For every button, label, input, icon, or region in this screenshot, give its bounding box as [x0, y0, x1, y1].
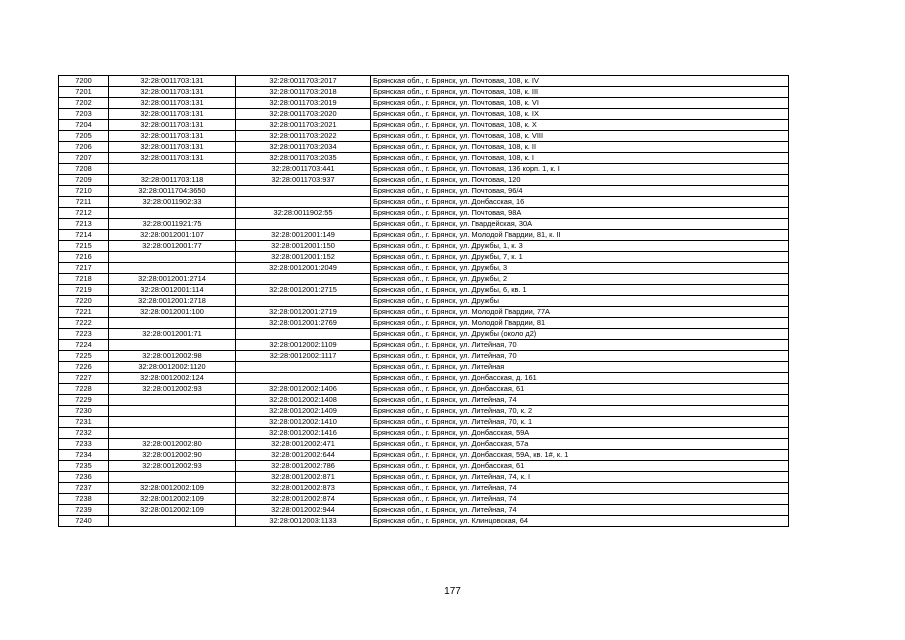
cadastral-parcel-cell: 32:28:0011703:131: [109, 109, 236, 120]
table-row: [59, 109, 789, 120]
table-row: [59, 318, 789, 329]
cadastral-object-cell: 32:28:0012001:152: [236, 252, 371, 263]
cadastral-object-cell: 32:28:0012001:2719: [236, 307, 371, 318]
address-cell: Брянская обл., г. Брянск, ул. Дружбы, 6, кв. 1: [371, 285, 789, 296]
table-row: [59, 219, 789, 230]
row-number-cell: 7213: [59, 219, 109, 230]
cadastral-object-cell: 32:28:0012001:2769: [236, 318, 371, 329]
address-cell: Брянская обл., г. Брянск, ул. Молодой Гвардии, 81, к. II: [371, 230, 789, 241]
cadastral-parcel-cell: 32:28:0012001:107: [109, 230, 236, 241]
address-cell: Брянская обл., г. Брянск, ул. Литейная, 70: [371, 340, 789, 351]
table-row: [59, 329, 789, 340]
cadastral-object-cell: 32:28:0012002:873: [236, 483, 371, 494]
address-cell: Брянская обл., г. Брянск, ул. Донбасская, 16: [371, 197, 789, 208]
cadastral-parcel-cell: [109, 417, 236, 428]
address-cell: Брянская обл., г. Брянск, ул. Молодой Гвардии, 77А: [371, 307, 789, 318]
row-number-cell: 7209: [59, 175, 109, 186]
row-number-cell: 7206: [59, 142, 109, 153]
table-row: [59, 120, 789, 131]
row-number-cell: 7221: [59, 307, 109, 318]
address-cell: Брянская обл., г. Брянск, ул. Литейная, 74: [371, 483, 789, 494]
cadastral-object-cell: 32:28:0012002:644: [236, 450, 371, 461]
row-number-cell: 7237: [59, 483, 109, 494]
cadastral-object-cell: [236, 186, 371, 197]
cadastral-object-cell: [236, 274, 371, 285]
address-cell: Брянская обл., г. Брянск, ул. Литейная, 74: [371, 494, 789, 505]
registry-table: [58, 75, 789, 527]
address-cell: Брянская обл., г. Брянск, ул. Почтовая, 108, к. VIII: [371, 131, 789, 142]
cadastral-parcel-cell: [109, 406, 236, 417]
address-cell: Брянская обл., г. Брянск, ул. Литейная: [371, 362, 789, 373]
cadastral-parcel-cell: 32:28:0012002:124: [109, 373, 236, 384]
cadastral-parcel-cell: 32:28:0011704:3650: [109, 186, 236, 197]
address-cell: Брянская обл., г. Брянск, ул. Почтовая, 108, к. IX: [371, 109, 789, 120]
cadastral-object-cell: 32:28:0011703:441: [236, 164, 371, 175]
table-row: [59, 241, 789, 252]
address-cell: Брянская обл., г. Брянск, ул. Донбасская, д. 161: [371, 373, 789, 384]
table-row: [59, 296, 789, 307]
cadastral-parcel-cell: 32:28:0012002:90: [109, 450, 236, 461]
address-cell: Брянская обл., г. Брянск, ул. Дружбы, 1, к. 3: [371, 241, 789, 252]
table-row: [59, 340, 789, 351]
table-row: [59, 164, 789, 175]
table-row: [59, 417, 789, 428]
cadastral-parcel-cell: [109, 252, 236, 263]
row-number-cell: 7203: [59, 109, 109, 120]
cadastral-parcel-cell: [109, 164, 236, 175]
table-row: [59, 197, 789, 208]
cadastral-parcel-cell: [109, 428, 236, 439]
row-number-cell: 7223: [59, 329, 109, 340]
cadastral-parcel-cell: 32:28:0012002:109: [109, 505, 236, 516]
cadastral-object-cell: 32:28:0011703:2019: [236, 98, 371, 109]
row-number-cell: 7226: [59, 362, 109, 373]
row-number-cell: 7217: [59, 263, 109, 274]
cadastral-object-cell: 32:28:0011703:2017: [236, 76, 371, 87]
cadastral-parcel-cell: 32:28:0012002:109: [109, 483, 236, 494]
cadastral-object-cell: 32:28:0012002:471: [236, 439, 371, 450]
address-cell: Брянская обл., г. Брянск, ул. Почтовая, 108, к. II: [371, 142, 789, 153]
address-cell: Брянская обл., г. Брянск, ул. Литейная, 70: [371, 351, 789, 362]
address-cell: Брянская обл., г. Брянск, ул. Дружбы, 7, к. 1: [371, 252, 789, 263]
row-number-cell: 7212: [59, 208, 109, 219]
table-row: [59, 153, 789, 164]
table-row: [59, 175, 789, 186]
cadastral-parcel-cell: [109, 263, 236, 274]
address-cell: Брянская обл., г. Брянск, ул. Дружбы: [371, 296, 789, 307]
row-number-cell: 7208: [59, 164, 109, 175]
address-cell: Брянская обл., г. Брянск, ул. Гвардейская, 30А: [371, 219, 789, 230]
table-row: [59, 483, 789, 494]
row-number-cell: 7200: [59, 76, 109, 87]
cadastral-parcel-cell: 32:28:0011703:131: [109, 76, 236, 87]
row-number-cell: 7205: [59, 131, 109, 142]
table-row: [59, 351, 789, 362]
cadastral-parcel-cell: 32:28:0012002:109: [109, 494, 236, 505]
cadastral-parcel-cell: 32:28:0012002:93: [109, 461, 236, 472]
table-row: [59, 87, 789, 98]
cadastral-object-cell: 32:28:0012002:1117: [236, 351, 371, 362]
cadastral-parcel-cell: 32:28:0011703:131: [109, 131, 236, 142]
cadastral-parcel-cell: 32:28:0012002:1120: [109, 362, 236, 373]
address-cell: Брянская обл., г. Брянск, ул. Клинцовская, 64: [371, 516, 789, 527]
table-row: [59, 461, 789, 472]
row-number-cell: 7219: [59, 285, 109, 296]
address-cell: Брянская обл., г. Брянск, ул. Почтовая, 108, к. VI: [371, 98, 789, 109]
cadastral-object-cell: 32:28:0012002:1406: [236, 384, 371, 395]
cadastral-parcel-cell: [109, 472, 236, 483]
row-number-cell: 7211: [59, 197, 109, 208]
table-row: [59, 494, 789, 505]
table-row: [59, 186, 789, 197]
address-cell: Брянская обл., г. Брянск, ул. Почтовая, 108, к. X: [371, 120, 789, 131]
cadastral-object-cell: [236, 373, 371, 384]
address-cell: Брянская обл., г. Брянск, ул. Дружбы, 2: [371, 274, 789, 285]
row-number-cell: 7224: [59, 340, 109, 351]
row-number-cell: 7229: [59, 395, 109, 406]
table-row: [59, 208, 789, 219]
table-row: [59, 230, 789, 241]
table-row: [59, 439, 789, 450]
cadastral-parcel-cell: [109, 516, 236, 527]
cadastral-object-cell: 32:28:0012002:1416: [236, 428, 371, 439]
cadastral-object-cell: 32:28:0012002:944: [236, 505, 371, 516]
address-cell: Брянская обл., г. Брянск, ул. Донбасская, 57а: [371, 439, 789, 450]
cadastral-parcel-cell: 32:28:0012002:80: [109, 439, 236, 450]
cadastral-object-cell: 32:28:0012002:874: [236, 494, 371, 505]
cadastral-parcel-cell: 32:28:0012001:71: [109, 329, 236, 340]
row-number-cell: 7238: [59, 494, 109, 505]
cadastral-parcel-cell: 32:28:0011921:75: [109, 219, 236, 230]
table-row: [59, 406, 789, 417]
row-number-cell: 7232: [59, 428, 109, 439]
address-cell: Брянская обл., г. Брянск, ул. Литейная, 74: [371, 395, 789, 406]
table-row: [59, 505, 789, 516]
address-cell: Брянская обл., г. Брянск, ул. Почтовая, 96/4: [371, 186, 789, 197]
address-cell: Брянская обл., г. Брянск, ул. Литейная, 70, к. 2: [371, 406, 789, 417]
address-cell: Брянская обл., г. Брянск, ул. Почтовая, 108, к. III: [371, 87, 789, 98]
table-row: [59, 362, 789, 373]
table-row: [59, 98, 789, 109]
cadastral-parcel-cell: [109, 395, 236, 406]
cadastral-parcel-cell: 32:28:0011703:131: [109, 120, 236, 131]
address-cell: Брянская обл., г. Брянск, ул. Дружбы, 3: [371, 263, 789, 274]
cadastral-parcel-cell: 32:28:0012002:98: [109, 351, 236, 362]
table-row: [59, 263, 789, 274]
cadastral-object-cell: 32:28:0011703:2020: [236, 109, 371, 120]
row-number-cell: 7233: [59, 439, 109, 450]
cadastral-object-cell: 32:28:0012002:1409: [236, 406, 371, 417]
row-number-cell: 7235: [59, 461, 109, 472]
cadastral-parcel-cell: [109, 318, 236, 329]
cadastral-parcel-cell: 32:28:0011703:131: [109, 153, 236, 164]
cadastral-parcel-cell: [109, 340, 236, 351]
row-number-cell: 7227: [59, 373, 109, 384]
cadastral-object-cell: [236, 362, 371, 373]
address-cell: Брянская обл., г. Брянск, ул. Молодой Гвардии, 81: [371, 318, 789, 329]
row-number-cell: 7240: [59, 516, 109, 527]
address-cell: Брянская обл., г. Брянск, ул. Донбасская, 59А, кв. 1#, к. 1: [371, 450, 789, 461]
cadastral-object-cell: 32:28:0011902:55: [236, 208, 371, 219]
cadastral-object-cell: 32:28:0011703:2034: [236, 142, 371, 153]
page-number: 177: [444, 586, 461, 597]
cadastral-object-cell: 32:28:0012001:2049: [236, 263, 371, 274]
table-row: [59, 131, 789, 142]
cadastral-parcel-cell: 32:28:0011703:118: [109, 175, 236, 186]
address-cell: Брянская обл., г. Брянск, ул. Почтовая, 108, к. IV: [371, 76, 789, 87]
table-row: [59, 472, 789, 483]
cadastral-object-cell: 32:28:0012002:871: [236, 472, 371, 483]
table-row: [59, 428, 789, 439]
row-number-cell: 7220: [59, 296, 109, 307]
row-number-cell: 7225: [59, 351, 109, 362]
row-number-cell: 7239: [59, 505, 109, 516]
cadastral-object-cell: 32:28:0012002:1408: [236, 395, 371, 406]
row-number-cell: 7228: [59, 384, 109, 395]
table-row: [59, 252, 789, 263]
cadastral-object-cell: [236, 296, 371, 307]
cadastral-object-cell: 32:28:0011703:2022: [236, 131, 371, 142]
address-cell: Брянская обл., г. Брянск, ул. Донбасская, 61: [371, 384, 789, 395]
cadastral-parcel-cell: 32:28:0012001:2718: [109, 296, 236, 307]
row-number-cell: 7202: [59, 98, 109, 109]
table-row: [59, 516, 789, 527]
row-number-cell: 7230: [59, 406, 109, 417]
cadastral-parcel-cell: 32:28:0011703:131: [109, 98, 236, 109]
cadastral-object-cell: 32:28:0012001:2715: [236, 285, 371, 296]
cadastral-parcel-cell: 32:28:0012001:77: [109, 241, 236, 252]
address-cell: Брянская обл., г. Брянск, ул. Почтовая, 98А: [371, 208, 789, 219]
table-row: [59, 450, 789, 461]
table-row: [59, 373, 789, 384]
table-row: [59, 76, 789, 87]
table-row: [59, 274, 789, 285]
cadastral-parcel-cell: 32:28:0011703:131: [109, 87, 236, 98]
table-row: [59, 384, 789, 395]
cadastral-object-cell: 32:28:0012002:1410: [236, 417, 371, 428]
table-row: [59, 307, 789, 318]
row-number-cell: 7215: [59, 241, 109, 252]
row-number-cell: 7216: [59, 252, 109, 263]
cadastral-object-cell: [236, 197, 371, 208]
cadastral-object-cell: 32:28:0012001:150: [236, 241, 371, 252]
address-cell: Брянская обл., г. Брянск, ул. Дружбы (около д2): [371, 329, 789, 340]
cadastral-parcel-cell: 32:28:0012001:100: [109, 307, 236, 318]
address-cell: Брянская обл., г. Брянск, ул. Почтовая, 136 корп. 1, к. I: [371, 164, 789, 175]
cadastral-parcel-cell: 32:28:0012001:2714: [109, 274, 236, 285]
registry-table-body: [59, 76, 789, 527]
cadastral-object-cell: 32:28:0011703:2018: [236, 87, 371, 98]
cadastral-parcel-cell: 32:28:0012001:114: [109, 285, 236, 296]
cadastral-parcel-cell: 32:28:0012002:93: [109, 384, 236, 395]
table-row: [59, 395, 789, 406]
row-number-cell: 7236: [59, 472, 109, 483]
address-cell: Брянская обл., г. Брянск, ул. Почтовая, 108, к. I: [371, 153, 789, 164]
cadastral-object-cell: 32:28:0012001:149: [236, 230, 371, 241]
address-cell: Брянская обл., г. Брянск, ул. Литейная, 74, к. I: [371, 472, 789, 483]
cadastral-object-cell: 32:28:0012002:786: [236, 461, 371, 472]
address-cell: Брянская обл., г. Брянск, ул. Донбасская, 61: [371, 461, 789, 472]
row-number-cell: 7207: [59, 153, 109, 164]
cadastral-object-cell: [236, 329, 371, 340]
table-row: [59, 285, 789, 296]
row-number-cell: 7204: [59, 120, 109, 131]
address-cell: Брянская обл., г. Брянск, ул. Литейная, 74: [371, 505, 789, 516]
row-number-cell: 7234: [59, 450, 109, 461]
cadastral-object-cell: 32:28:0011703:2021: [236, 120, 371, 131]
address-cell: Брянская обл., г. Брянск, ул. Донбасская, 59А: [371, 428, 789, 439]
row-number-cell: 7214: [59, 230, 109, 241]
cadastral-object-cell: 32:28:0012002:1109: [236, 340, 371, 351]
table-row: [59, 142, 789, 153]
cadastral-object-cell: 32:28:0011703:937: [236, 175, 371, 186]
row-number-cell: 7231: [59, 417, 109, 428]
address-cell: Брянская обл., г. Брянск, ул. Почтовая, 120: [371, 175, 789, 186]
cadastral-object-cell: [236, 219, 371, 230]
address-cell: Брянская обл., г. Брянск, ул. Литейная, 70, к. 1: [371, 417, 789, 428]
cadastral-object-cell: 32:28:0011703:2035: [236, 153, 371, 164]
cadastral-object-cell: 32:28:0012003:1133: [236, 516, 371, 527]
row-number-cell: 7218: [59, 274, 109, 285]
cadastral-parcel-cell: [109, 208, 236, 219]
cadastral-parcel-cell: 32:28:0011703:131: [109, 142, 236, 153]
cadastral-parcel-cell: 32:28:0011902:33: [109, 197, 236, 208]
row-number-cell: 7222: [59, 318, 109, 329]
row-number-cell: 7210: [59, 186, 109, 197]
row-number-cell: 7201: [59, 87, 109, 98]
